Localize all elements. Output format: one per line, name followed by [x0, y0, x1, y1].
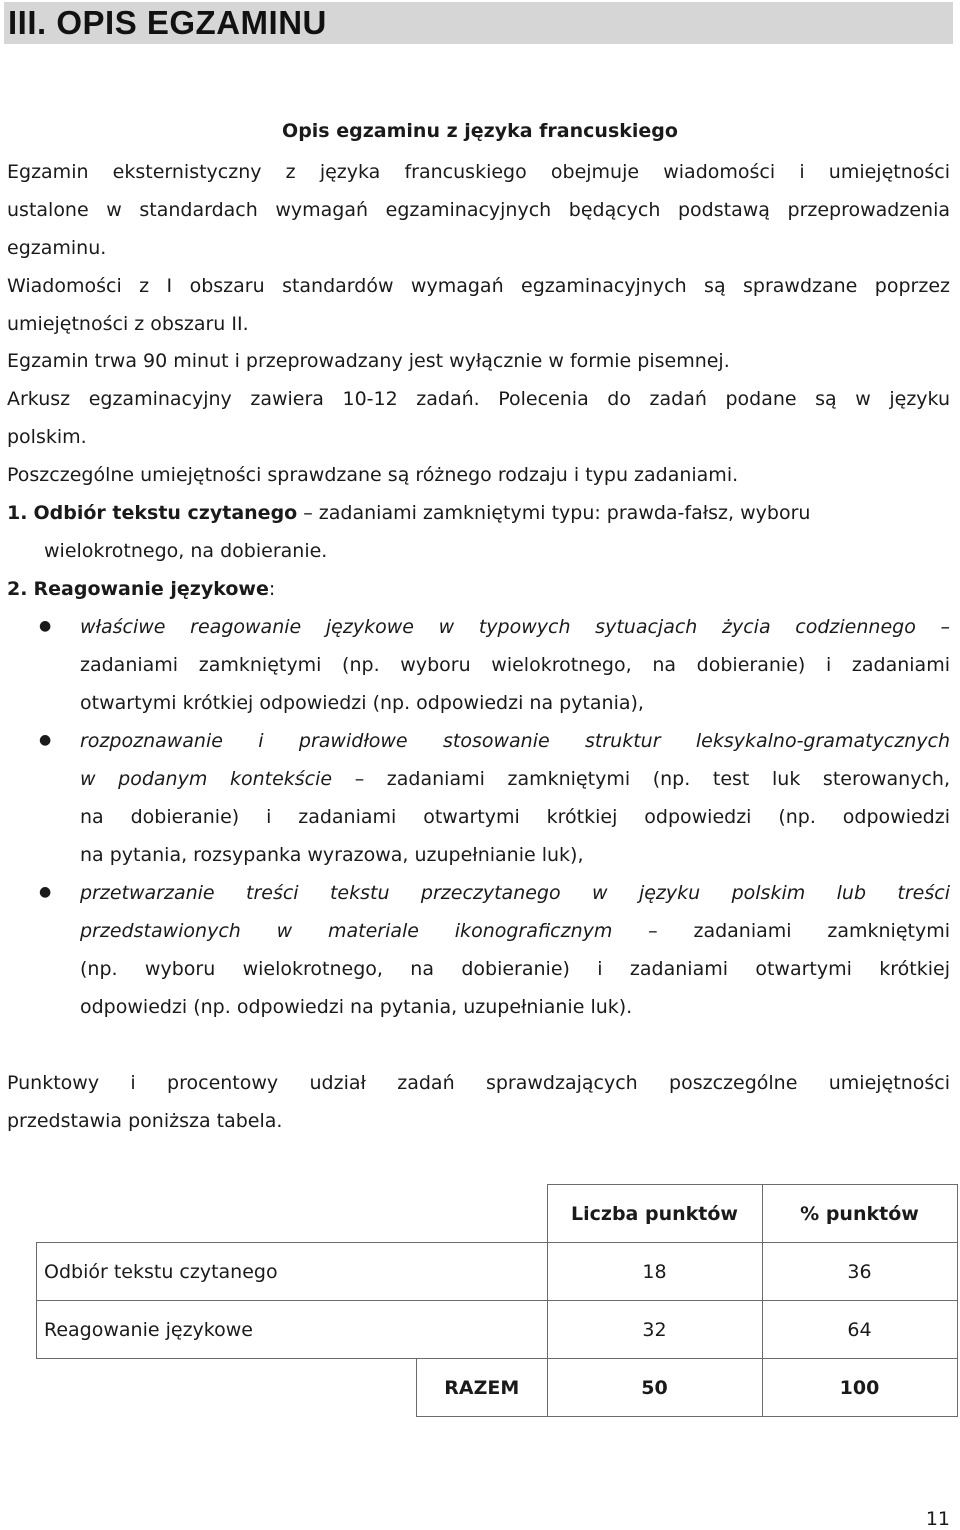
para4-line-1: Arkusz egzaminacyjny zawiera 10-12 zadań. Polecenia do zadań podane są w języku [7, 388, 950, 410]
bullet3-line-2-italic: przedstawionych w materiale ikonograficznym [80, 920, 613, 942]
bullet3-line-4: odpowiedzi (np. odpowiedzi na pytania, uzupełnianie luk). [80, 996, 633, 1018]
para5: Poszczególne umiejętności sprawdzane są różnego rodzaju i typu zadaniami. [7, 464, 739, 486]
table-cell-percent: 36 [762, 1243, 957, 1301]
item2-line [7, 577, 950, 601]
item2-heading: Reagowanie językowe [33, 578, 269, 600]
item1-description: – zadaniami zamkniętymi typu: prawda-fałsz, wyboru [297, 502, 811, 524]
item1-heading: Odbiór tekstu czytanego [33, 502, 298, 524]
table-cell-points: 18 [547, 1243, 762, 1301]
item2-colon: : [268, 578, 276, 600]
document-title: Opis egzaminu z języka francuskiego [282, 120, 678, 142]
table-row-label: Odbiór tekstu czytanego [37, 1243, 548, 1301]
points-table [36, 1184, 958, 1417]
bullet1-line-3: otwartymi krótkiej odpowiedzi (np. odpowiedzi na pytania), [80, 692, 644, 714]
bullet1-line-1: właściwe reagowanie językowe w typowych sytuacjach życia codziennego – [80, 616, 950, 638]
bullet3-line-1: przetwarzanie treści tekstu przeczytanego w języku polskim lub treści [80, 882, 950, 904]
bullet2-line-2-rest: – zadaniami zamkniętymi (np. test luk sterowanych, [332, 768, 950, 790]
bullet3-line-2-rest: – zadaniami zamkniętymi [612, 920, 950, 942]
bullet2-line-3: na dobieranie) i zadaniami otwartymi krótkiej odpowiedzi (np. odpowiedzi [80, 806, 950, 828]
table-total-row [37, 1359, 958, 1417]
table-header-cell: % punktów [762, 1185, 957, 1243]
table-header-row [37, 1185, 958, 1243]
table-header-cell: Liczba punktów [547, 1185, 762, 1243]
bullet-dot-icon: ● [39, 618, 52, 634]
bullet2-line-2-italic: w podanym kontekście [80, 768, 333, 790]
table-cell-points: 32 [547, 1301, 762, 1359]
table-row-label: Reagowanie językowe [37, 1301, 548, 1359]
bullet3-line-3: (np. wyboru wielokrotnego, na dobieranie) i zadaniami otwartymi krótkiej [80, 958, 950, 980]
section-title: III. OPIS EGZAMINU [8, 4, 327, 41]
bullet-dot-icon: ● [39, 732, 52, 748]
bullet2-line-1: rozpoznawanie i prawidłowe stosowanie struktur leksykalno-gramatycznych [80, 730, 950, 752]
para6-line-2: przedstawia poniższa tabela. [7, 1110, 283, 1132]
page-number: 11 [925, 1508, 950, 1530]
bullet-dot-icon: ● [39, 884, 52, 900]
para4-line-2: polskim. [7, 426, 87, 448]
item1-line-2: wielokrotnego, na dobieranie. [44, 540, 328, 562]
para6-line-1: Punktowy i procentowy udział zadań sprawdzających poszczególne umiejętności [7, 1072, 950, 1094]
para2-line-2: umiejętności z obszaru II. [7, 313, 249, 335]
table-row [37, 1301, 958, 1359]
item1-line-1 [7, 501, 950, 525]
table-total-label: RAZEM [417, 1359, 548, 1417]
table-cell-percent: 64 [762, 1301, 957, 1359]
intro-line-2: ustalone w standardach wymagań egzaminacyjnych będących podstawą przeprowadzenia [7, 199, 950, 221]
para2-line-1: Wiadomości z I obszaru standardów wymagań egzaminacyjnych są sprawdzane poprzez [7, 275, 950, 297]
table-row [37, 1243, 958, 1301]
item1-number: 1. [7, 502, 28, 524]
intro-line-1: Egzamin eksternistyczny z języka francuskiego obejmuje wiadomości i umiejętności [7, 161, 950, 183]
item2-number: 2. [7, 578, 28, 600]
bullet3-line-2 [80, 919, 950, 943]
para3: Egzamin trwa 90 minut i przeprowadzany jest wyłącznie w formie pisemnej. [7, 350, 730, 372]
intro-line-3: egzaminu. [7, 237, 107, 259]
table-total-points: 50 [547, 1359, 762, 1417]
bullet2-line-2 [80, 767, 950, 791]
bullet1-line-2: zadaniami zamkniętymi (np. wyboru wielokrotnego, na dobieranie) i zadaniami [80, 654, 950, 676]
bullet2-line-4: na pytania, rozsypanka wyrazowa, uzupełnianie luk), [80, 844, 584, 866]
table-total-percent: 100 [762, 1359, 957, 1417]
